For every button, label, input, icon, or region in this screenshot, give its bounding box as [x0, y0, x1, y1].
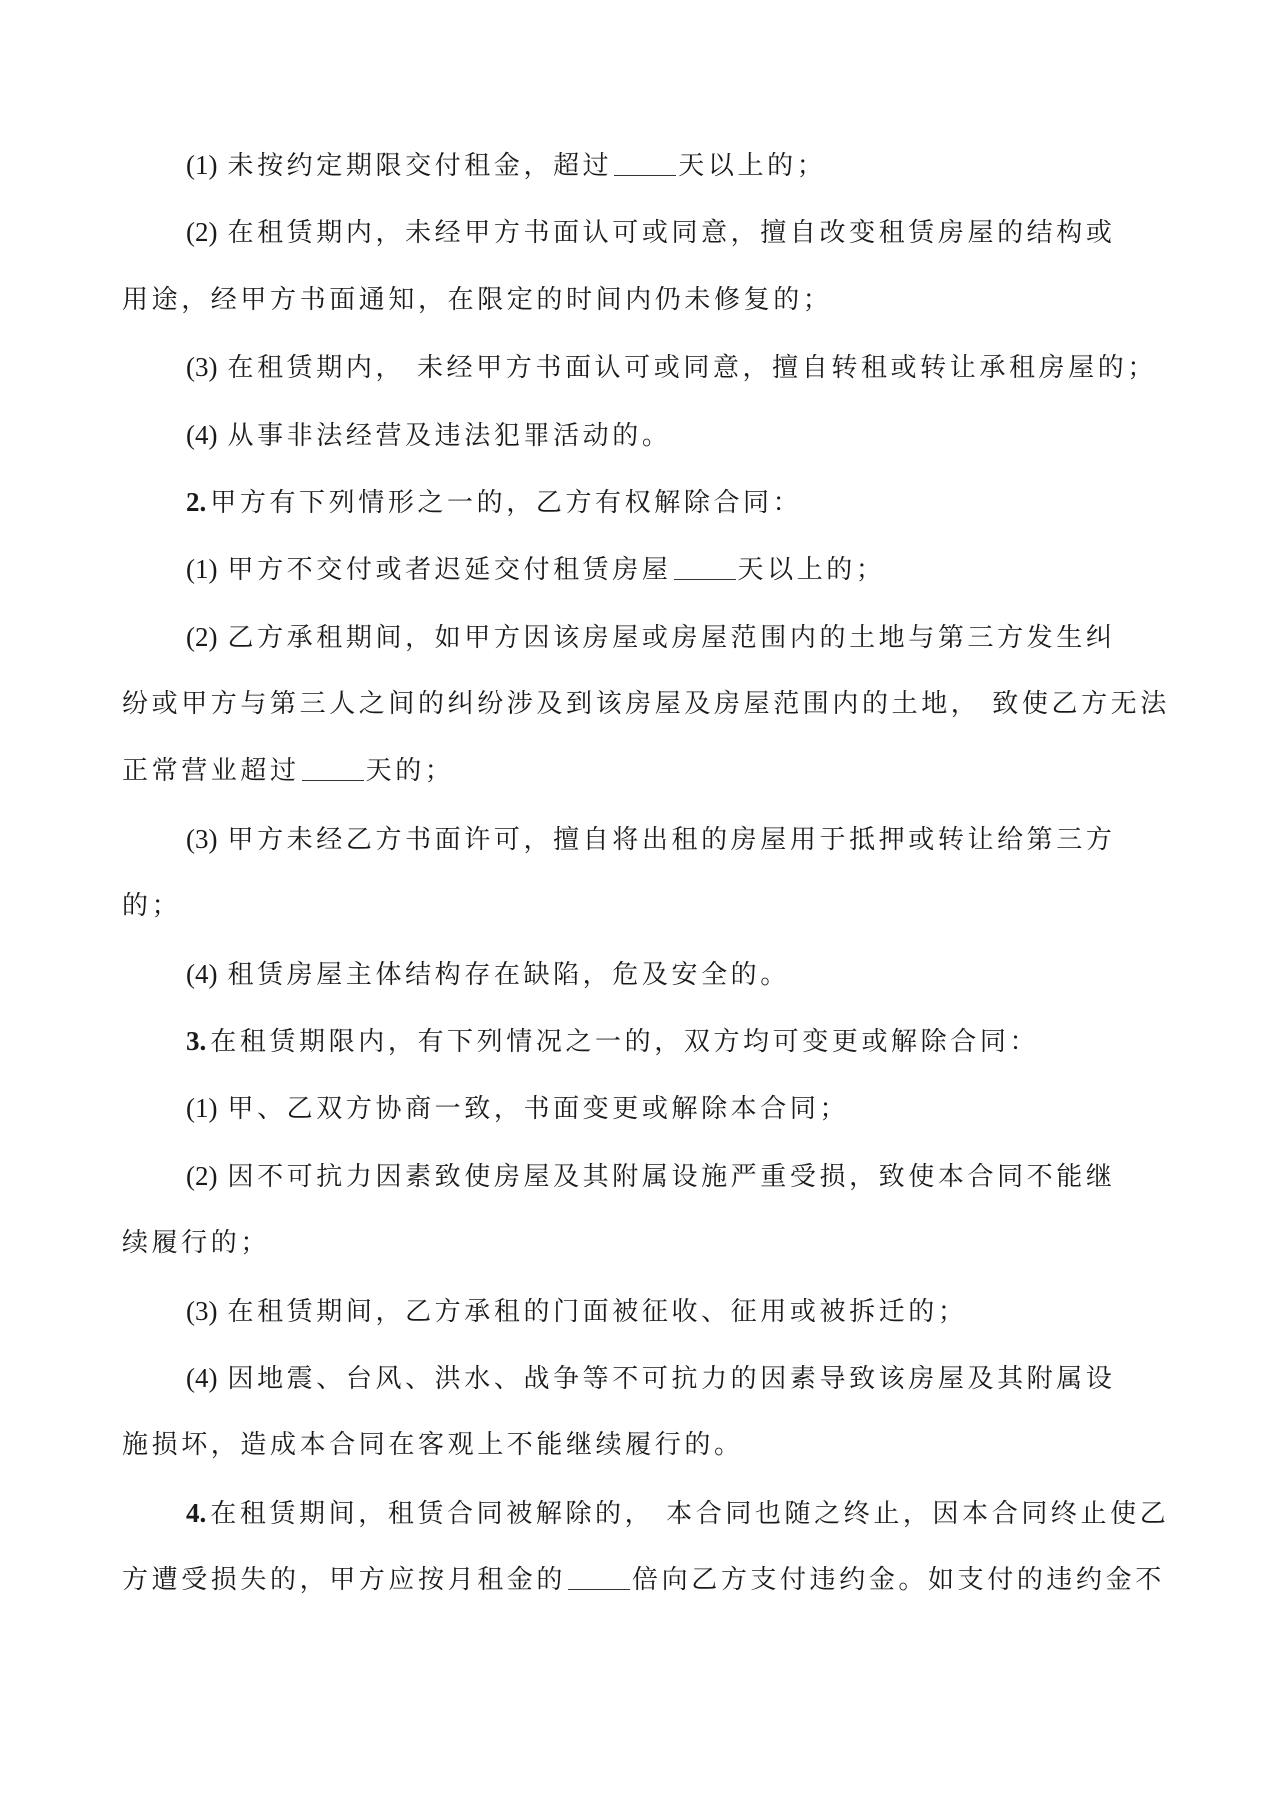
section-number: 3. [186, 1026, 207, 1056]
clause-text: 施损坏，造成本合同在客观上不能继续履行的。 [122, 1430, 744, 1460]
clause-text: 的； [122, 891, 182, 921]
clause-1-4 [186, 415, 1231, 455]
clause-text: 甲、乙双方协商一致，书面变更或解除本合同； [227, 1094, 850, 1124]
clause-2-2 [186, 617, 1231, 657]
fill-in-blank[interactable] [302, 754, 364, 781]
clause-3-2 [186, 1156, 1231, 1196]
clause-2-2-cont [122, 684, 1170, 724]
item-number: (1) [186, 150, 218, 180]
clause-text: 因不可抗力因素致使房屋及其附属设施严重受损，致使本合同不能继 [227, 1162, 1116, 1192]
item-number: (2) [186, 1161, 218, 1191]
section-text: 在租赁期限内，有下列情况之一的，双方均可变更或解除合同： [210, 1027, 1040, 1057]
item-number: (2) [186, 217, 218, 247]
item-number: (4) [186, 1363, 218, 1393]
section-number: 4. [186, 1498, 207, 1528]
clause-2-2-cont2 [122, 751, 1167, 791]
section-text-after: 倍向乙方支付违约金。如支付的违约金不 [632, 1565, 1165, 1595]
clause-2-4 [186, 954, 1231, 994]
section-4-heading [186, 1493, 1231, 1533]
clause-3-4-cont [122, 1425, 1167, 1465]
fill-in-blank[interactable] [568, 1563, 630, 1590]
clause-1-3 [186, 347, 1231, 387]
clause-3-3 [186, 1291, 1231, 1331]
section-text: 方遭受损失的，甲方应按月租金的 [122, 1565, 567, 1595]
clause-text-after: 天以上的； [737, 555, 886, 585]
section-text: 甲方有下列情形之一的，乙方有权解除合同： [210, 488, 803, 518]
item-number: (3) [186, 352, 218, 382]
clause-text: 用途，经甲方书面通知，在限定的时间内仍未修复的； [122, 285, 833, 315]
clause-2-1 [186, 549, 1231, 589]
fill-in-blank[interactable] [614, 149, 676, 176]
clause-text: 在租赁期内，未经甲方书面认可或同意，擅自改变租赁房屋的结构或 [227, 218, 1116, 248]
clause-text-after: 天的； [365, 756, 455, 786]
clause-text: 未按约定期限交付租金，超过 [227, 151, 613, 181]
item-number: (2) [186, 622, 218, 652]
item-number: (4) [186, 420, 218, 450]
clause-3-1 [186, 1088, 1231, 1128]
item-number: (1) [186, 554, 218, 584]
clause-text: 在租赁期间，乙方承租的门面被征收、征用或被拆迁的； [227, 1297, 968, 1327]
clause-text: 从事非法经营及违法犯罪活动的。 [227, 421, 672, 451]
clause-1-2 [186, 212, 1231, 252]
clause-text: 甲方未经乙方书面许可，擅自将出租的房屋用于抵押或转让给第三方 [227, 825, 1116, 855]
clause-3-4 [186, 1358, 1231, 1398]
fill-in-blank[interactable] [674, 553, 736, 580]
clause-text: 正常营业超过 [122, 756, 300, 786]
section-3-heading [186, 1021, 1231, 1061]
clause-2-3 [186, 819, 1231, 859]
item-number: (3) [186, 824, 218, 854]
item-number: (1) [186, 1093, 218, 1123]
clause-text: 因地震、台风、洪水、战争等不可抗力的因素导致该房屋及其附属设 [227, 1364, 1116, 1394]
clause-1-1 [186, 145, 1231, 185]
clause-text: 租赁房屋主体结构存在缺陷，危及安全的。 [227, 960, 790, 990]
section-4-cont [122, 1560, 1167, 1600]
clause-text: 乙方承租期间，如甲方因该房屋或房屋范围内的土地与第三方发生纠 [227, 623, 1116, 653]
clause-text: 续履行的； [122, 1228, 271, 1258]
section-text: 在租赁期间，租赁合同被解除的， 本合同也随之终止，因本合同终止使乙 [210, 1499, 1170, 1529]
item-number: (3) [186, 1296, 218, 1326]
clause-2-3-cont [122, 886, 1167, 926]
section-number: 2. [186, 487, 207, 517]
item-number: (4) [186, 959, 218, 989]
clause-text: 在租赁期内， 未经甲方书面认可或同意，擅自转租或转让承租房屋的； [227, 353, 1157, 383]
section-2-heading [186, 482, 1231, 522]
clause-text: 甲方不交付或者迟延交付租赁房屋 [227, 555, 672, 585]
clause-3-2-cont [122, 1223, 1167, 1263]
clause-1-2-cont [122, 280, 1167, 320]
clause-text: 纷或甲方与第三人之间的纠纷涉及到该房屋及房屋范围内的土地， 致使乙方无法 [122, 689, 1170, 719]
clause-text-after: 天以上的； [678, 151, 827, 181]
